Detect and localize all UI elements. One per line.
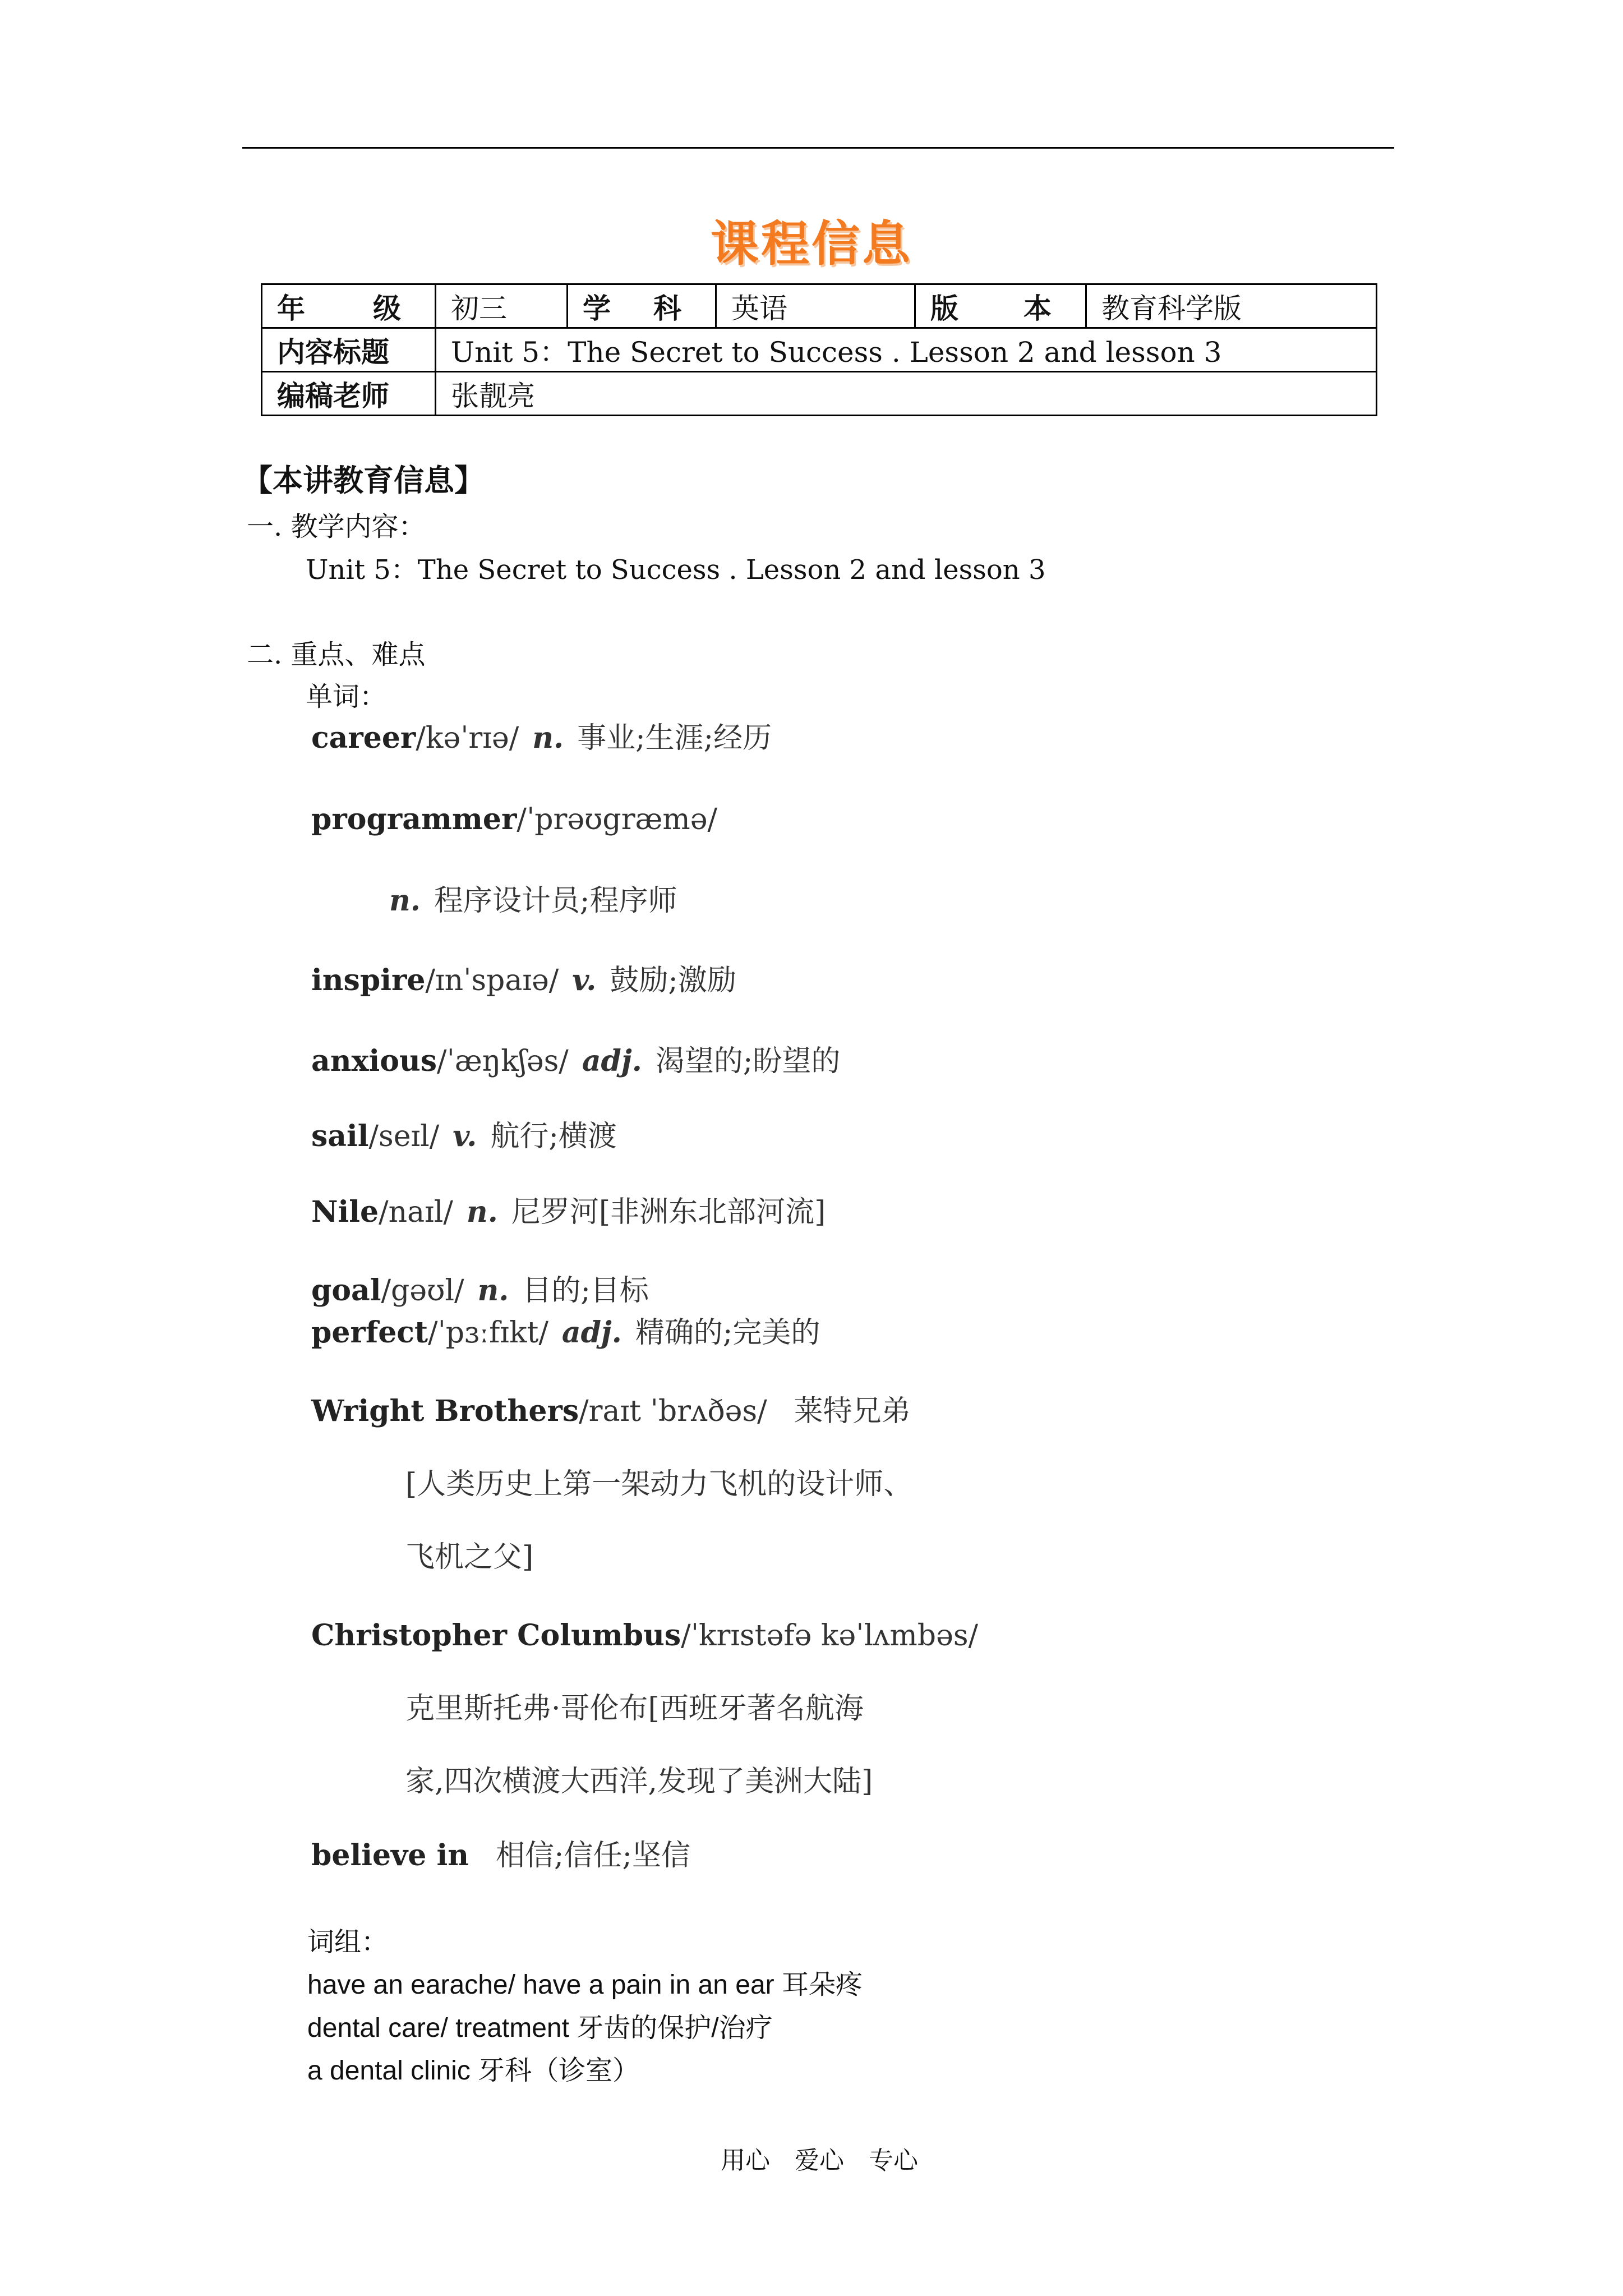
vocab-ipa: /kəˈrɪə/ bbox=[416, 721, 519, 755]
vocab-meaning: 程序设计员;程序师 bbox=[434, 884, 677, 918]
vocab-entry bbox=[311, 1044, 841, 1078]
edition-value: 教育科学版 bbox=[1086, 284, 1377, 328]
vocab-word: career bbox=[311, 721, 416, 755]
vocab-ipa: /raɪt ˈbrʌðəs/ bbox=[579, 1395, 767, 1428]
vocab-word: inspire bbox=[311, 963, 426, 997]
phrase-item: a dental clinic 牙科（诊室） bbox=[307, 2056, 640, 2086]
phrase-item: have an earache/ have a pain in an ear 耳朵疼 bbox=[307, 1970, 863, 2000]
vocab-pos: n. bbox=[389, 884, 421, 918]
part1-heading: 一. 教学内容： bbox=[247, 511, 426, 542]
vocab-meaning: 尼罗河[非洲东北部河流] bbox=[511, 1195, 826, 1229]
content-title-label: 内容标题 bbox=[262, 328, 436, 372]
vocab-meaning: 精确的;完美的 bbox=[635, 1316, 820, 1350]
vocab-pos: adj. bbox=[582, 1044, 642, 1078]
vocab-entry bbox=[311, 1273, 649, 1308]
vocab-ipa: /ˈpɜːfɪkt/ bbox=[427, 1316, 548, 1350]
vocab-pos: v. bbox=[453, 1119, 477, 1153]
page-title: 课程信息 bbox=[711, 216, 912, 272]
grade-value: 初三 bbox=[436, 284, 568, 328]
vocab-pos: v. bbox=[572, 963, 597, 997]
subject-value: 英语 bbox=[716, 284, 915, 328]
vocab-word: goal bbox=[311, 1273, 381, 1308]
vocab-meaning: 相信;信任;坚信 bbox=[496, 1839, 691, 1872]
vocab-word: Christopher Columbus bbox=[311, 1618, 681, 1653]
vocab-word: Wright Brothers bbox=[311, 1394, 579, 1428]
vocab-meaning: 家,四次横渡大西洋,发现了美洲大陆] bbox=[405, 1765, 873, 1798]
vocab-entry bbox=[311, 1315, 820, 1350]
table-row bbox=[262, 328, 1377, 372]
section-heading: 【本讲教育信息】 bbox=[242, 463, 485, 498]
editor-value: 张靓亮 bbox=[436, 372, 1377, 416]
vocab-ipa: /ɪnˈspaɪə/ bbox=[425, 964, 559, 997]
vocab-ipa: /naɪl/ bbox=[379, 1195, 453, 1229]
vocab-ipa: /ˈæŋkʃəs/ bbox=[437, 1045, 569, 1078]
vocab-meaning: 飞机之父] bbox=[405, 1540, 534, 1574]
vocab-ipa: /ˈprəʊgræmə/ bbox=[517, 803, 718, 836]
vocab-entry bbox=[311, 1618, 1005, 1653]
course-info-table bbox=[261, 283, 1377, 416]
edition-label: 版 本 bbox=[915, 284, 1086, 328]
table-row bbox=[262, 284, 1377, 328]
vocab-ipa: /ˈkrɪstəfə kəˈlʌmbəs/ bbox=[681, 1619, 979, 1653]
phrases-label: 词组： bbox=[307, 1926, 389, 1958]
header-rule bbox=[242, 147, 1394, 149]
vocab-word: anxious bbox=[311, 1044, 437, 1078]
vocab-ipa: /gəʊl/ bbox=[381, 1274, 464, 1308]
phrase-item: dental care/ treatment 牙齿的保护/治疗 bbox=[307, 2013, 773, 2043]
vocab-pos: adj. bbox=[561, 1315, 622, 1350]
vocab-meaning: 渴望的;盼望的 bbox=[655, 1045, 841, 1078]
vocab-entry bbox=[311, 1394, 911, 1428]
vocab-entry bbox=[311, 1838, 691, 1872]
vocab-ipa: /seɪl/ bbox=[368, 1120, 440, 1153]
vocab-word: perfect bbox=[311, 1315, 428, 1350]
vocab-meaning: 事业;生涯;经历 bbox=[577, 721, 772, 755]
footer-motto: 用心 爱心 专心 bbox=[721, 2146, 918, 2175]
vocab-entry bbox=[311, 963, 736, 997]
vocab-entry bbox=[379, 1767, 873, 1796]
vocab-meaning: 克里斯托弗·哥伦布[西班牙著名航海 bbox=[405, 1692, 864, 1726]
vocab-word: sail bbox=[311, 1119, 369, 1153]
words-label: 单词： bbox=[306, 681, 387, 712]
vocab-meaning: [人类历史上第一架动力飞机的设计师、 bbox=[405, 1467, 913, 1501]
vocab-entry bbox=[379, 1467, 913, 1501]
editor-label: 编稿老师 bbox=[262, 372, 436, 416]
vocab-entry bbox=[379, 1692, 864, 1726]
vocab-meaning: 莱特兄弟 bbox=[794, 1395, 911, 1428]
content-title-value: Unit 5：The Secret to Success . Lesson 2 and lesson 3 bbox=[436, 328, 1377, 372]
vocab-pos: n. bbox=[477, 1273, 509, 1308]
grade-label: 年 级 bbox=[262, 284, 436, 328]
table-row bbox=[262, 372, 1377, 416]
vocab-entry bbox=[379, 1540, 534, 1574]
vocab-word: believe in bbox=[311, 1838, 469, 1872]
vocab-meaning: 航行;横渡 bbox=[490, 1120, 617, 1153]
vocab-word: Nile bbox=[311, 1195, 379, 1229]
vocab-word: programmer bbox=[311, 802, 517, 836]
vocab-pos: n. bbox=[532, 721, 564, 755]
vocab-entry bbox=[311, 1195, 826, 1229]
vocab-meaning: 鼓励;激励 bbox=[610, 964, 736, 997]
vocab-entry bbox=[311, 1119, 617, 1153]
part2-heading: 二. 重点、难点 bbox=[247, 639, 426, 670]
subject-label: 学 科 bbox=[568, 284, 716, 328]
part1-text: Unit 5：The Secret to Success . Lesson 2 and lesson 3 bbox=[306, 554, 1046, 586]
vocab-entry bbox=[376, 884, 677, 918]
vocab-meaning: 目的;目标 bbox=[522, 1274, 649, 1308]
vocab-entry bbox=[311, 721, 772, 755]
vocab-entry bbox=[311, 802, 744, 836]
vocab-pos: n. bbox=[466, 1195, 498, 1229]
